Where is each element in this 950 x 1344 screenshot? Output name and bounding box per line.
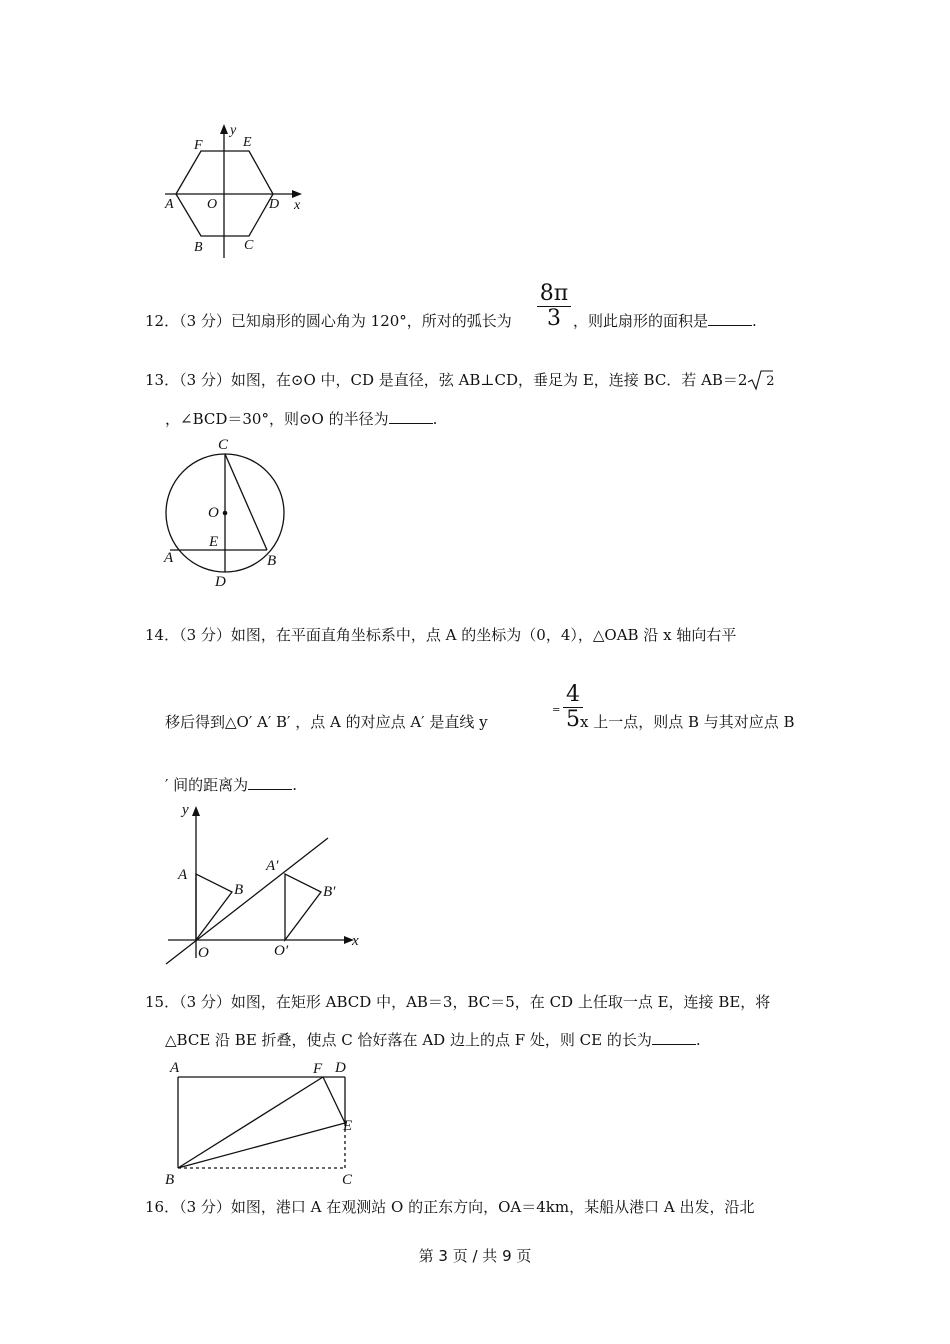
label-D: D [269,197,280,212]
q13-line1: 如图，在⊙O 中，CD 是直径，弦 AB⊥CD，垂足为 E，连接 BC．若 AB＝2 [230,371,748,389]
question-15 [145,992,770,1012]
rectangle-figure [160,1055,365,1190]
q14-frac-num: 4 [566,682,580,707]
q12-number: 12． [145,312,180,330]
circle-figure [160,432,295,592]
segment-BE [178,1123,345,1168]
label-A: A [178,867,188,883]
q14-score: （3 分） [179,626,231,644]
q15-number: 15． [145,993,180,1011]
label-O: O [207,197,218,212]
q13-score: （3 分） [179,371,231,389]
question-12 [145,311,512,331]
label-E: E [343,1118,353,1134]
q16-number: 16． [145,1198,180,1216]
q14-number: 14． [145,626,180,644]
q14-line3: ′ 间的距离为 [165,776,249,794]
q12-end: . [752,312,757,330]
q16-line1: 如图，港口 A 在观测站 O 的正东方向，OA＝4km，某船从港口 A 出发，沿北 [230,1198,755,1216]
segment-BC [225,454,267,550]
label-B: B [194,240,203,255]
q14-line2b: x 上一点，则点 B 与其对应点 B [580,713,795,731]
segment-FE [323,1077,345,1123]
label-F: F [194,138,203,153]
question-16 [145,1197,754,1217]
label-F: F [313,1061,323,1077]
q13-line2-row [165,409,437,429]
label-y: y [230,123,237,138]
triangle-O2A2B2 [285,874,321,940]
label-x: x [294,198,301,213]
question-13 [145,370,775,392]
translation-figure [160,798,370,968]
page-footer: 第 3 页 / 共 9 页 [418,1247,532,1265]
label-O-prime: O′ [274,943,289,959]
segment-BF [178,1077,323,1168]
line-y-equals-4-5x [166,838,328,964]
question-14 [145,625,736,645]
q12-fraction [537,282,571,331]
label-B: B [165,1172,175,1188]
q12-frac-den: 3 [547,306,561,331]
q12-score: （3 分） [179,312,231,330]
label-E: E [209,534,219,550]
label-D: D [215,574,226,590]
q14-line2a: 移后得到△O′ A′ B′ ，点 A 的对应点 A′ 是直线 y [165,713,488,731]
q12-frac-num: 8π [539,281,569,306]
q14-line2-row [165,712,488,732]
q14-eq: = [552,705,561,716]
x-axis-arrow [292,190,302,198]
label-O: O [198,945,209,961]
label-B-prime: B′ [323,884,336,900]
q12-tail [573,311,757,331]
q14-line3-row [165,775,297,795]
label-B: B [267,553,277,569]
q14-line2b-row [580,712,795,732]
sqrt-symbol [747,371,774,389]
q15-line1: 如图，在矩形 ABCD 中，AB＝3，BC＝5，在 CD 上任取一点 E，连接 BE，将 [230,993,771,1011]
q13-number: 13． [145,371,180,389]
q13-line2: ，∠BCD＝30°，则⊙O 的半径为 [165,410,389,428]
center-dot [223,511,228,516]
label-O: O [208,505,219,521]
label-A: A [170,1060,180,1076]
label-y: y [182,802,189,818]
q16-score: （3 分） [179,1198,231,1216]
label-C: C [218,437,229,453]
label-x: x [352,933,359,949]
label-A: A [165,197,174,212]
label-C: C [342,1172,353,1188]
q12-text-b: ，则此扇形的面积是 [573,312,709,330]
q15-line2-row [165,1030,701,1050]
label-E: E [243,135,252,150]
q15-end: . [695,1031,701,1049]
q13-end: . [432,410,438,428]
label-B: B [234,882,244,898]
y-axis-arrow [220,124,228,134]
q15-line2: △BCE 沿 BE 折叠，使点 C 恰好落在 AD 边上的点 F 处，则 CE 的长为 [165,1031,652,1049]
label-C: C [244,238,254,253]
sqrt-value: 2 [766,374,775,389]
y-axis-arrow [192,806,200,816]
label-D: D [335,1060,346,1076]
q12-answer-blank[interactable] [708,311,752,326]
q15-answer-blank[interactable] [652,1030,696,1045]
label-A: A [164,550,174,566]
q14-end: . [292,776,297,794]
q14-answer-blank[interactable] [248,775,292,790]
q14-line1: 如图，在平面直角坐标系中，点 A 的坐标为（0，4），△OAB 沿 x 轴向右平 [230,626,737,644]
triangle-OAB [196,874,232,940]
q13-answer-blank[interactable] [389,409,433,424]
label-A-prime: A′ [266,858,279,874]
hexagon-figure [160,118,310,263]
q14-frac-den: 5 [566,707,580,732]
q12-text-a: 已知扇形的圆心角为 120°，所对的弧长为 [230,312,512,330]
q15-score: （3 分） [179,993,231,1011]
